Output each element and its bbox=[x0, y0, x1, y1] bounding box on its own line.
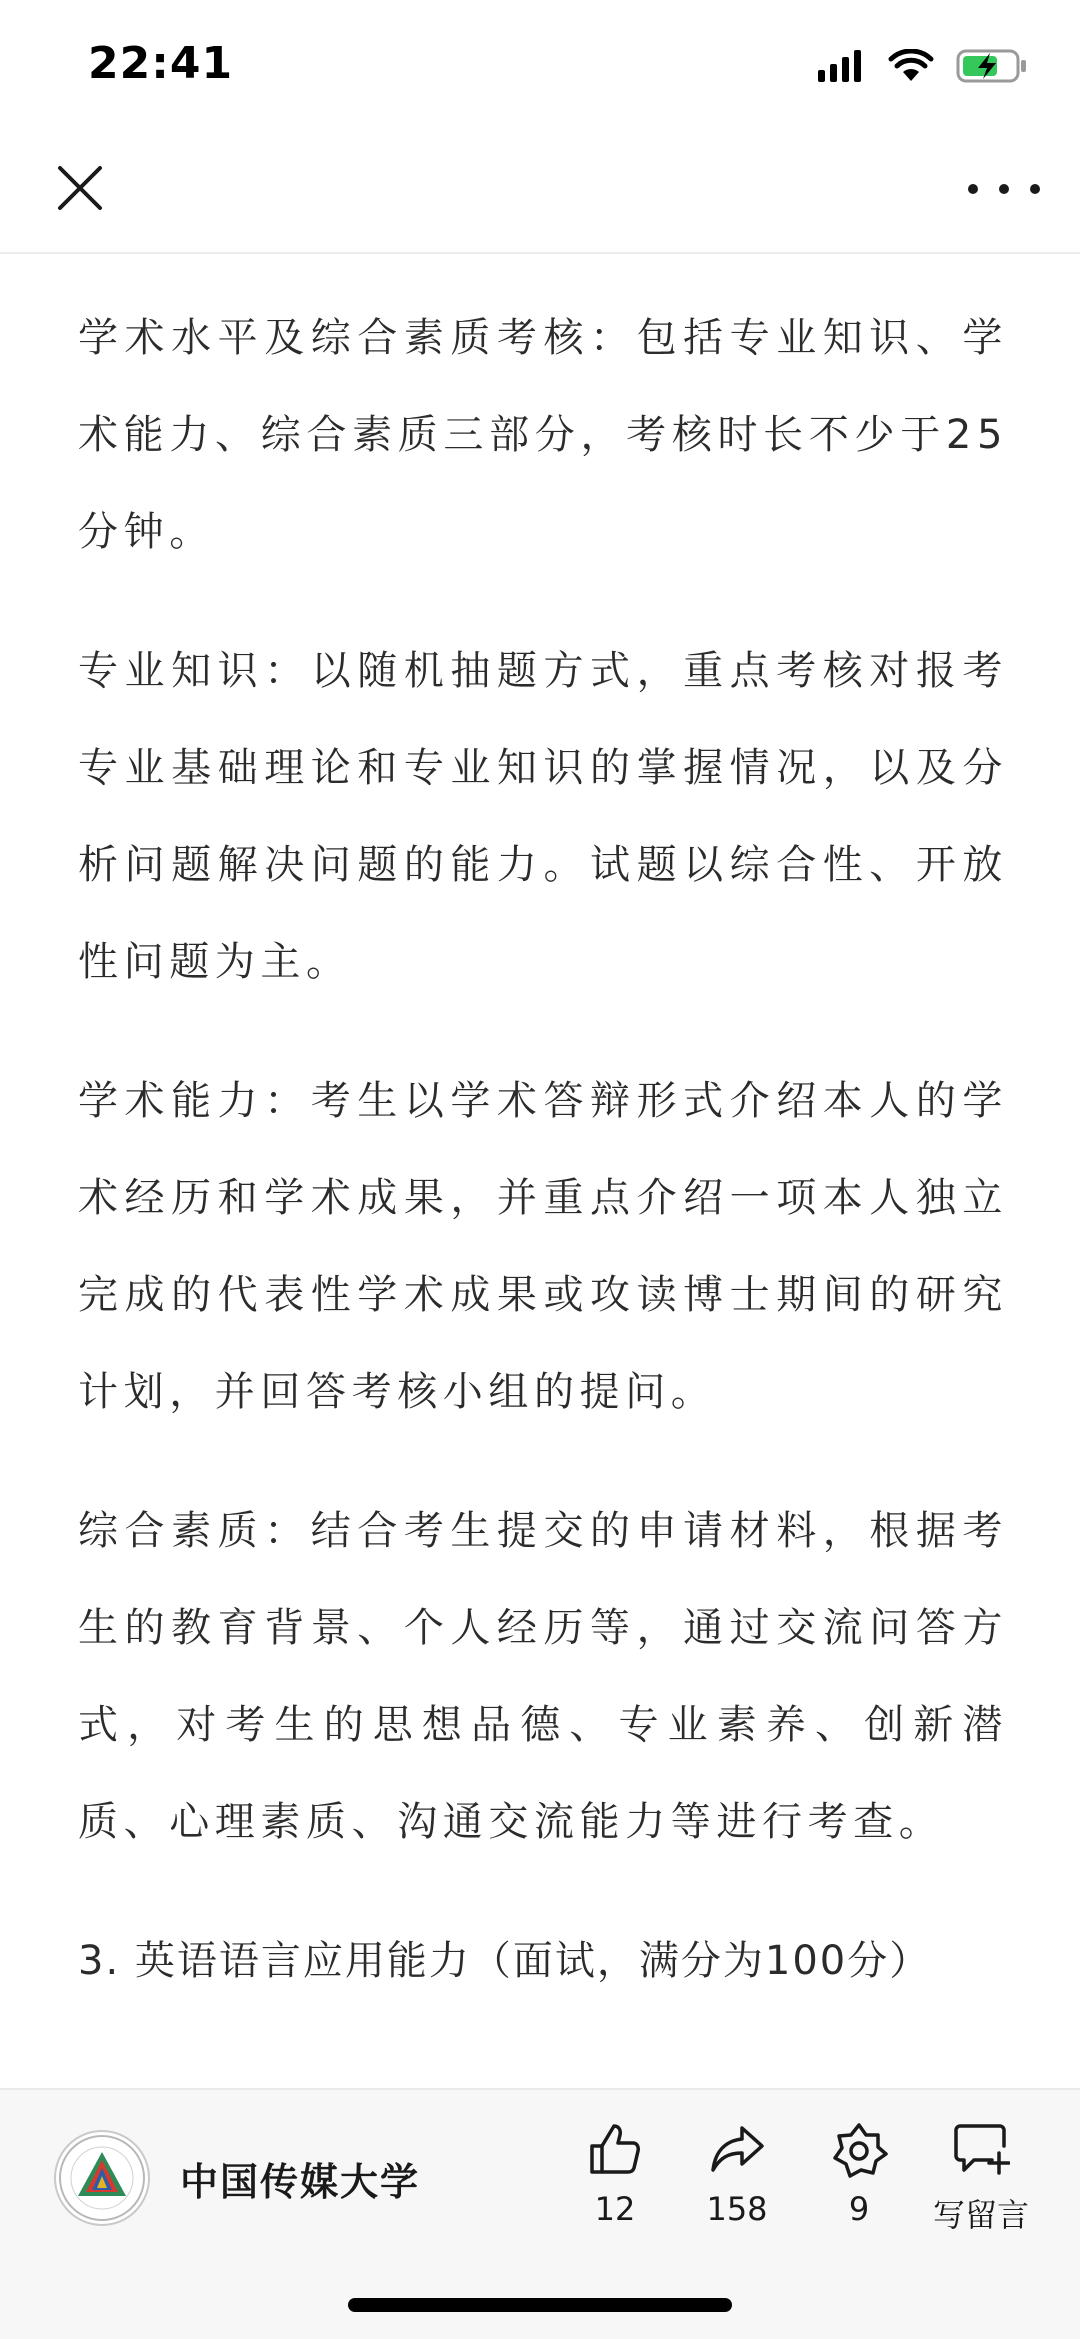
section-heading-english: 3. 英语语言应用能力（面试，满分为100分） bbox=[78, 1938, 932, 1984]
like-button[interactable] bbox=[554, 2120, 676, 2236]
like-count: 12 bbox=[594, 2190, 636, 2228]
status-icons bbox=[818, 48, 1028, 84]
close-icon bbox=[52, 160, 108, 216]
paragraph-assessment: 学术水平及综合素质考核：包括专业知识、学术能力、综合素质三部分，考核时长不少于25分钟。 bbox=[78, 315, 1008, 555]
paragraph-professional-knowledge: 专业知识：以随机抽题方式，重点考核对报考专业基础理论和专业知识的掌握情况，以及分析问题解决问题的能力。试题以综合性、开放性问题为主。 bbox=[78, 648, 1008, 985]
share-count: 158 bbox=[706, 2190, 768, 2228]
wifi-icon bbox=[888, 49, 934, 83]
university-logo-icon bbox=[56, 2132, 148, 2224]
wow-button[interactable] bbox=[798, 2120, 920, 2236]
share-arrow-icon bbox=[708, 2120, 766, 2178]
share-button[interactable] bbox=[676, 2120, 798, 2236]
close-button[interactable] bbox=[52, 160, 108, 216]
wow-flower-icon bbox=[830, 2120, 888, 2178]
paragraph-comprehensive-quality: 综合素质：结合考生提交的申请材料，根据考生的教育背景、个人经历等，通过交流问答方式，对考生的思想品德、专业素养、创新潜质、心理素质、沟通交流能力等进行考查。 bbox=[78, 1508, 1008, 1845]
account-link[interactable] bbox=[54, 2130, 420, 2226]
status-time: 22:41 bbox=[88, 38, 234, 89]
nav-bar bbox=[0, 130, 1080, 254]
more-options-button[interactable] bbox=[968, 164, 1040, 214]
more-dot-icon bbox=[1030, 184, 1040, 194]
write-comment-button[interactable] bbox=[920, 2120, 1042, 2236]
home-indicator[interactable] bbox=[348, 2298, 732, 2312]
university-logo bbox=[54, 2130, 150, 2226]
more-dot-icon bbox=[968, 184, 978, 194]
status-bar bbox=[0, 0, 1080, 130]
comment-add-icon bbox=[952, 2120, 1010, 2178]
account-name: 中国传媒大学 bbox=[180, 2159, 421, 2204]
more-dot-icon bbox=[999, 184, 1009, 194]
write-comment-label: 写留言 bbox=[932, 2196, 1029, 2234]
action-group bbox=[554, 2120, 1042, 2236]
wow-count: 9 bbox=[848, 2190, 870, 2228]
article-body bbox=[78, 290, 1008, 2052]
paragraph-academic-ability: 学术能力：考生以学术答辩形式介绍本人的学术经历和学术成果，并重点介绍一项本人独立完成的代表性学术成果或攻读博士期间的研究计划，并回答考核小组的提问。 bbox=[78, 1078, 1008, 1415]
battery-charging-icon bbox=[956, 48, 1028, 84]
cellular-signal-icon bbox=[818, 50, 866, 82]
thumbs-up-icon bbox=[586, 2120, 644, 2178]
